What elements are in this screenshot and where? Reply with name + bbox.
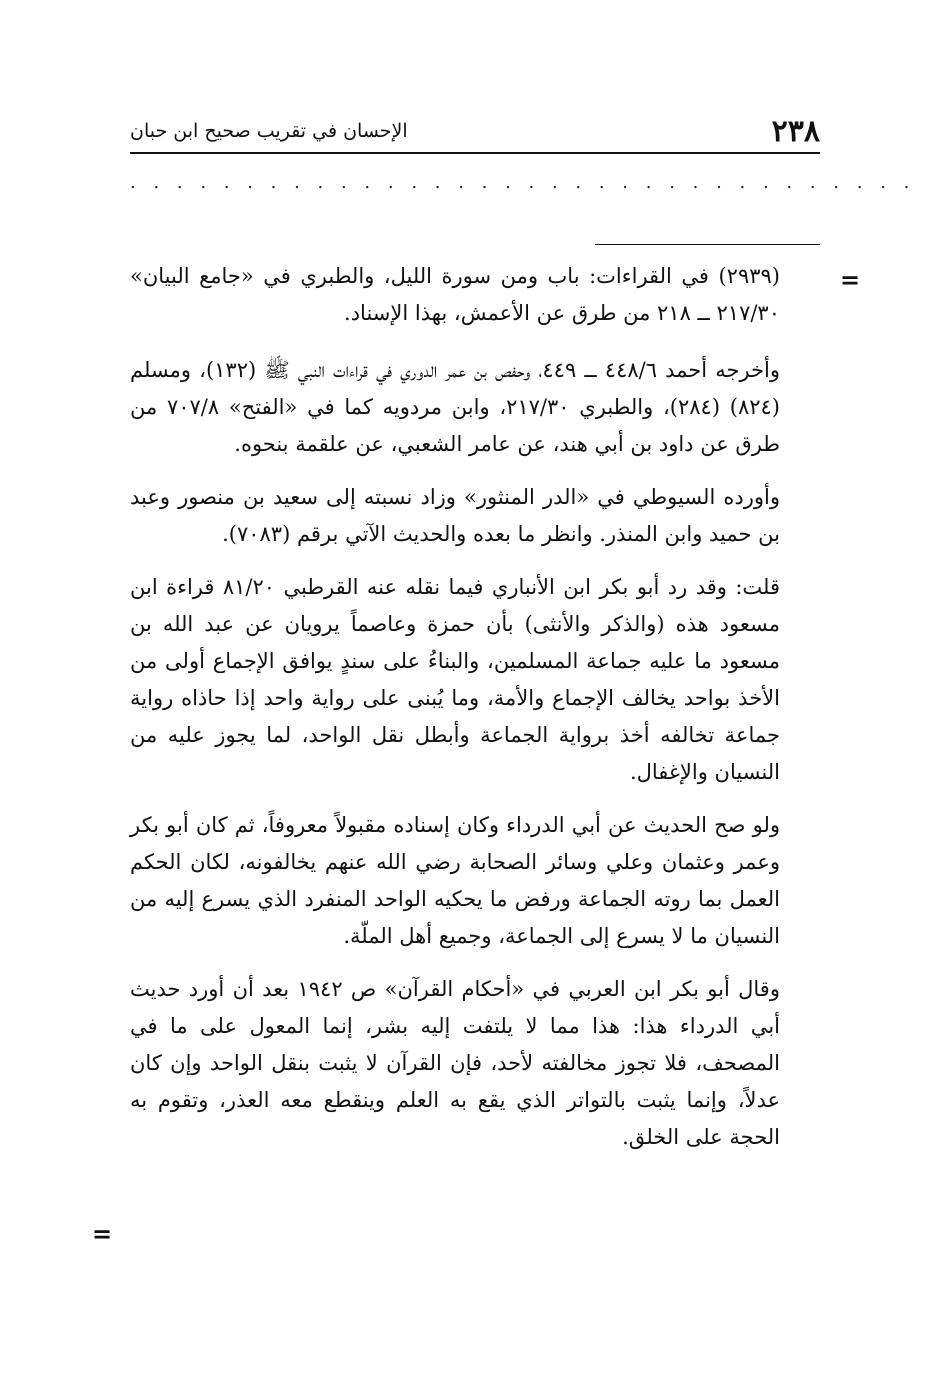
margin-mark-right: = bbox=[840, 266, 861, 294]
paragraph-6: وقال أبو بكر ابن العربي في «أحكام القرآن» ص ١٩٤٢ بعد أن أورد حديث أبي الدرداء هذا: هذا مما لا يلتفت إليه بشر، إنما المعول على ما في المصحف، فلا تجوز مخالفته لأحد، فإن القرآن لا يثبت بنقل الواحد وإن كان عدلاً، وإنما يثبت بالتواتر الذي يقع به العلم وينقطع معه العذر، وتقوم به الحجة على الخلق. bbox=[130, 977, 780, 1149]
paragraph-2: وأخرجه أحمد ٤٤٨/٦ ــ ٤٤٩، وحفص بن عمر الدوري في قراءات النبي ﷺ (١٣٢)، ومسلم (٨٢٤) (٢٨٤)، والطبري ٢١٧/٣٠، وابن مردويه كما في «الفتح» ٧٠٧/٨ من طرق عن داود بن أبي هند، عن عامر الشعبي، عن علقمة بنحوه. bbox=[130, 358, 781, 456]
paragraph-1: (٢٩٣٩) في القراءات: باب ومن سورة الليل، والطبري في «جامع البيان» ٢١٧/٣٠ ــ ٢١٨ من طرق عن الأعمش، بهذا الإسناد. bbox=[130, 264, 780, 325]
running-title: الإحسان في تقريب صحيح ابن حبان bbox=[130, 120, 408, 142]
paragraph-3: وأورده السيوطي في «الدر المنثور» وزاد نسبته إلى سعيد بن منصور وعبد بن حميد وابن المنذر. وانظر ما بعده والحديث الآتي برقم (٧٠٨٣). bbox=[130, 485, 780, 546]
footnote-rule bbox=[595, 244, 820, 245]
page-header bbox=[130, 108, 820, 154]
margin-mark-left: = bbox=[92, 1220, 113, 1248]
dotted-separator: . . . . . . . . . . . . . . . . . . . . . . . . . . . . . . . . . . bbox=[130, 172, 916, 193]
footnote-text bbox=[130, 258, 780, 1172]
page-number: ٢٣٨ bbox=[771, 114, 820, 149]
paragraph-5: ولو صح الحديث عن أبي الدرداء وكان إسناده مقبولاً معروفاً، ثم كان أبو بكر وعمر وعثمان وعلي وسائر الصحابة رضي الله عنهم يخالفونه، لكان الحكم العمل بما روته الجماعة ورفض ما يحكيه الواحد المنفرد الذي يسرع إليه من النسيان ما لا يسرع إلى الجماعة، وجميع أهل الملّة. bbox=[130, 813, 780, 948]
paragraph-4: قلت: وقد رد أبو بكر ابن الأنباري فيما نقله عنه القرطبي ٨١/٢٠ قراءة ابن مسعود هذه (والذكر والأنثى) بأن حمزة وعاصماً يرويان عن عبد الله بن مسعود ما عليه جماعة المسلمين، والبناءُ على سندٍ يوافق الإجماع أولى من الأخذ بواحد يخالف الإجماع والأمة، وما يُبنى على رواية واحد إذا حاذاه رواية جماعة تخالفه أخذ برواية الجماعة وأبطل نقل الواحد، لما يجوز عليه من النسيان والإغفال. bbox=[130, 575, 781, 784]
